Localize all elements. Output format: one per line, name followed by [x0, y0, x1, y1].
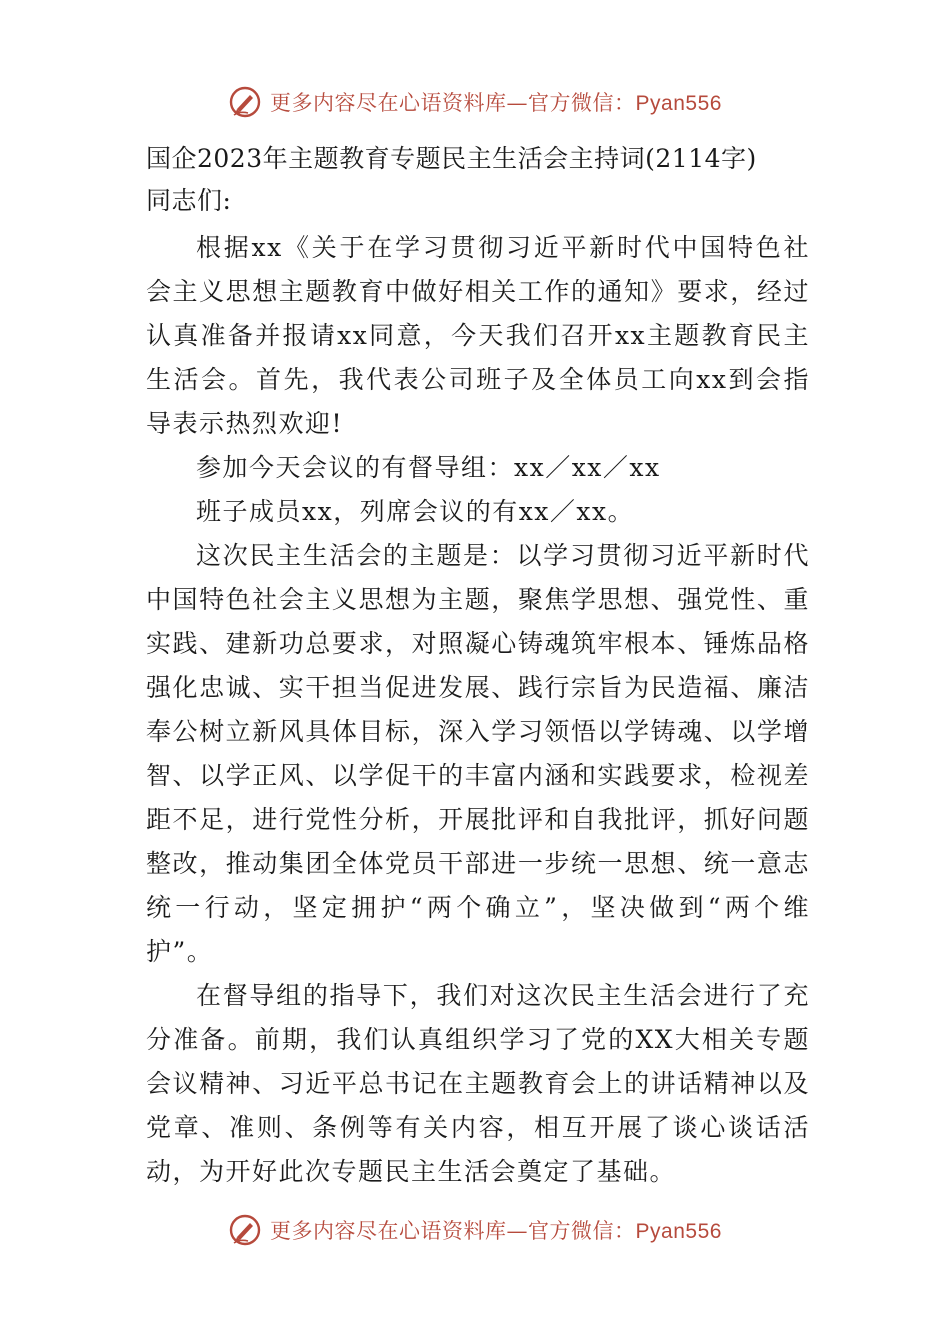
watermark-main-text: 更多内容尽在心语资料库	[270, 1219, 507, 1243]
watermark-text	[270, 87, 722, 117]
watermark-main-text: 更多内容尽在心语资料库	[270, 91, 507, 115]
watermark-separator: —	[506, 1219, 529, 1243]
paragraph: 这次民主生活会的主题是：以学习贯彻习近平新时代中国特色社会主义思想为主题，聚焦学思想、强党性、重实践、建新功总要求，对照凝心铸魂筑牢根本、锤炼品格强化忠诚、实干担当促进发展、践行宗旨为民造福、廉洁奉公树立新风具体目标，深入学习领悟以学铸魂、以学增智、以学正风、以学促干的丰富内涵和实践要求，检视差距不足，进行党性分析，开展批评和自我批评，抓好问题整改，推动集团全体党员干部进一步统一思想、统一意志统一行动，坚定拥护“两个确立”，坚决做到“两个维护”。	[146, 541, 810, 966]
document-salutation: 同志们:	[146, 186, 232, 215]
watermark-text	[270, 1215, 722, 1245]
pen-circle-logo-icon	[228, 85, 262, 119]
paragraph: 参加今天会议的有督导组：xx／xx／xx	[196, 453, 661, 482]
footer-watermark-banner	[0, 1210, 950, 1250]
pen-circle-logo-icon	[228, 1213, 262, 1247]
header-watermark-banner	[0, 82, 950, 122]
watermark-contact-label: 官方微信：	[528, 91, 636, 115]
paragraph: 班子成员xx，列席会议的有xx／xx。	[196, 497, 635, 526]
watermark-separator: —	[506, 91, 529, 115]
watermark-handle: Pyan556	[635, 1220, 722, 1243]
document-title: 国企2023年主题教育专题民主生活会主持词(2114字)	[146, 144, 757, 173]
watermark-handle: Pyan556	[635, 92, 722, 115]
document-body	[146, 138, 810, 1194]
paragraph: 在督导组的指导下，我们对这次民主生活会进行了充分准备。前期，我们认真组织学习了党的XX大相关专题会议精神、习近平总书记在主题教育会上的讲话精神以及党章、准则、条例等有关内容，相互开展了谈心谈话活动，为开好此次专题民主生活会奠定了基础。	[146, 981, 810, 1186]
paragraph: 根据xx《关于在学习贯彻习近平新时代中国特色社会主义思想主题教育中做好相关工作的通知》要求，经过认真准备并报请xx同意，今天我们召开xx主题教育民主生活会。首先，我代表公司班子及全体员工向xx到会指导表示热烈欢迎!	[146, 233, 810, 438]
watermark-contact-label: 官方微信：	[528, 1219, 636, 1243]
